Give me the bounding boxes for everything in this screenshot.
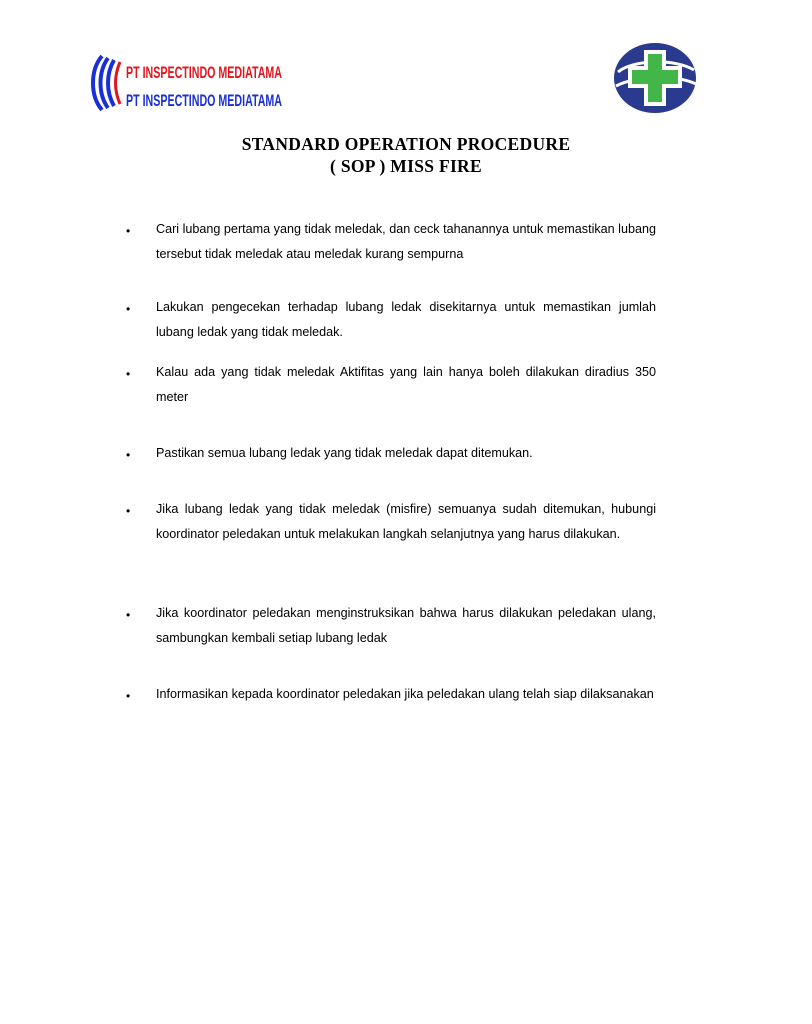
- bullet-icon: •: [126, 224, 131, 238]
- safety-cross-logo: [612, 42, 698, 114]
- company-logo: [92, 52, 284, 114]
- bullet-icon: •: [126, 302, 131, 316]
- list-item-text: Cari lubang pertama yang tidak meledak, dan ceck tahanannya untuk memastikan lubang tersebut tidak meledak atau meledak kurang sempurna: [156, 222, 656, 261]
- bullet-icon: •: [126, 367, 131, 381]
- list-item-text: Informasikan kepada koordinator peledakan jika peledakan ulang telah siap dilaksanakan: [156, 687, 654, 701]
- bullet-icon: •: [126, 608, 131, 622]
- bullet-icon: •: [126, 689, 131, 703]
- green-cross-icon: [612, 42, 698, 114]
- list-item-text: Pastikan semua lubang ledak yang tidak meledak dapat ditemukan.: [156, 446, 533, 460]
- bullet-icon: •: [126, 448, 131, 462]
- list-item-text: Jika lubang ledak yang tidak meledak (misfire) semuanya sudah ditemukan, hubungi koordinator peledakan untuk melakukan langkah selanjutnya yang harus dilakukan.: [156, 502, 656, 541]
- list-item-text: Kalau ada yang tidak meledak Aktifitas yang lain hanya boleh dilakukan diradius 350 meter: [156, 365, 656, 404]
- document-title: STANDARD OPERATION PROCEDURE: [241, 134, 571, 154]
- company-logo-graphic: [92, 52, 284, 114]
- bullet-icon: •: [126, 504, 131, 518]
- document-subtitle: ( SOP ) MISS FIRE: [330, 156, 482, 176]
- list-item-text: Lakukan pengecekan terhadap lubang ledak disekitarnya untuk memastikan jumlah lubang ledak yang tidak meledak.: [156, 300, 656, 339]
- company-logo-red-text: PT INSPECTINDO MEDIATAMA: [126, 63, 282, 82]
- list-item-text: Jika koordinator peledakan menginstruksikan bahwa harus dilakukan peledakan ulang, sambungkan kembali setiap lubang ledak: [156, 606, 656, 645]
- company-logo-blue-text: PT INSPECTINDO MEDIATAMA: [126, 91, 282, 110]
